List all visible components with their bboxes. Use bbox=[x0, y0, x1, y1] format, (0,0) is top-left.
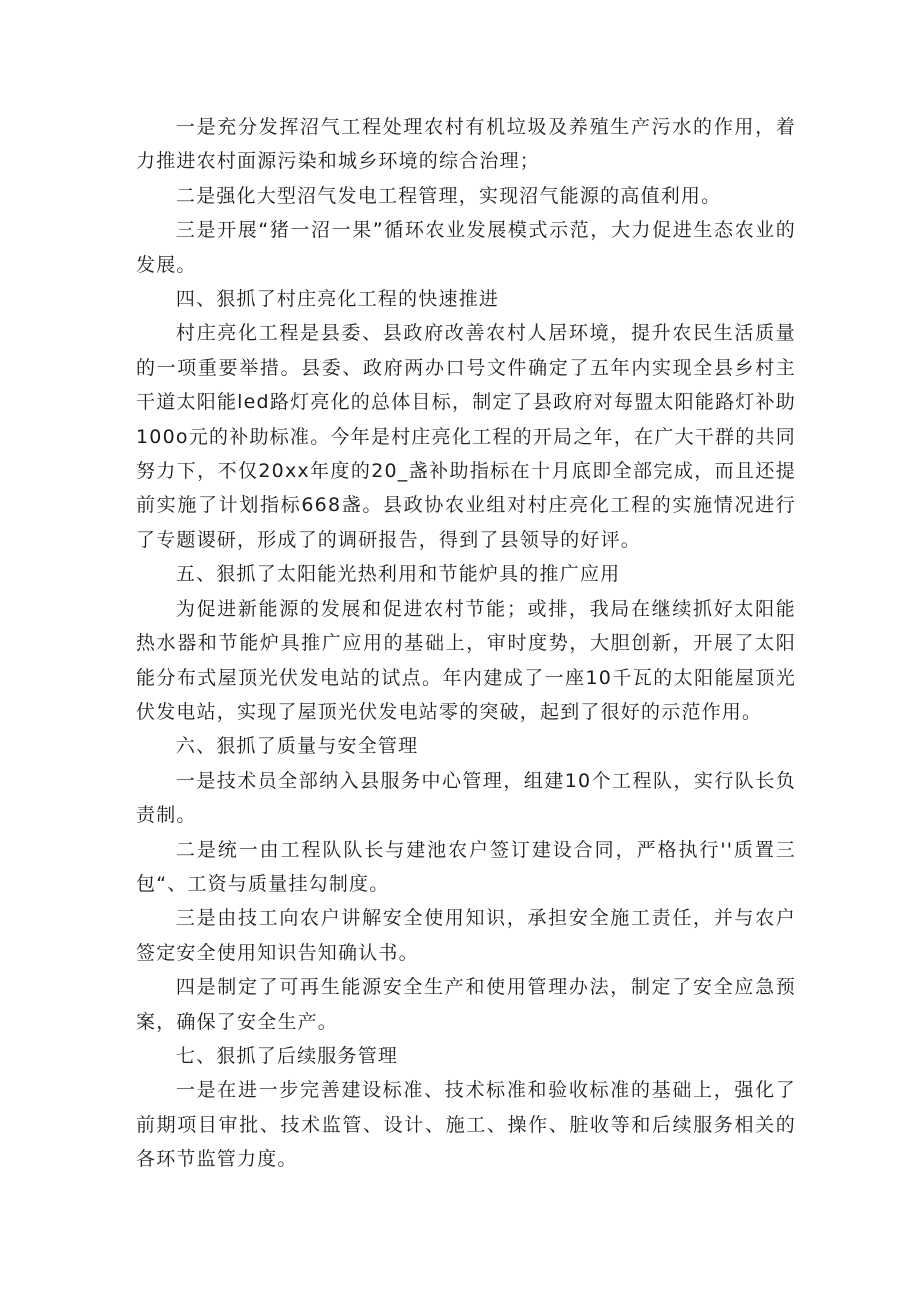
paragraph-10: 二是统一由工程队队长与建池农户签订建设合同，严格执行''质置三包“、工资与质量挂勾制度。 bbox=[136, 838, 796, 895]
paragraph-5: 村庄亮化工程是县委、县政府改善农村人居环境，提升农民生活质量的一项重要举措。县委、政府两办口号文件确定了五年内实现全县乡村主干道太阳能led路灯亮化的总体目标，制定了县政府对每盟太阳能路灯补助100o元的补助标准。今年是村庄亮化工程的开局之年，在广大干群的共同努力下，不仅20xx年度的20_盏补助指标在十月底即全部完成，而且还提前实施了计划指标668盏。县政协农业组对村庄亮化工程的实施情况进行了专题谡研，形成了的调研报告，得到了县领导的好评。 bbox=[136, 322, 796, 551]
section-heading-6: 六、狠抓了质量与安全管理 bbox=[175, 735, 419, 758]
paragraph-1: 一是充分发挥沼气工程处理农村有机垃圾及养殖生产污水的作用，着力推进农村面源污染和城乡环境的综合治理； bbox=[136, 116, 796, 173]
paragraph-12: 四是制定了可再生能源安全生产和使用管理办法，制定了安全应急预案，确保了安全生产。 bbox=[136, 976, 796, 1033]
paragraph-7: 为促进新能源的发展和促进农村节能；或排，我局在继续抓好太阳能热水器和节能炉具推广应用的基础上，审时度势，大胆创新，开展了太阳能分布式屋顶光伏发电站的试点。年内建成了一座10千瓦的太阳能屋顶光伏发电站，实现了屋顶光伏发电站零的突破，起到了很好的示范作用。 bbox=[136, 597, 796, 723]
paragraph-3: 三是开展“猪一沼一果”循环农业发展模式示范，大力促进生态农业的发展。 bbox=[136, 219, 796, 276]
document-body bbox=[136, 110, 796, 1177]
section-heading-7: 七、狠抓了后续服务管理 bbox=[175, 1044, 399, 1067]
paragraph-11: 三是由技工向农户讲解安全使用知识，承担安全施工责任，并与农户签定安全使用知识告知确认书。 bbox=[136, 907, 796, 964]
section-heading-4: 四、狠抓了村庄亮化工程的快速推进 bbox=[175, 288, 500, 311]
paragraph-2: 二是强化大型沼气发电工程管理，实现沼气能源的高值利用。 bbox=[175, 184, 722, 207]
paragraph-9: 一是技术员全部纳入县服务中心管理，组建10个工程队，实行队长负责制。 bbox=[136, 769, 796, 827]
section-heading-5: 五、狠抓了太阳能光热利用和节能炉具的推广应用 bbox=[175, 563, 621, 586]
paragraph-14: 一是在进一步完善建设标准、技术标准和验收标准的基础上，强化了前期项目审批、技术监管、设计、施工、操作、脏收等和后续服务相关的各环节监管力度。 bbox=[136, 1079, 796, 1171]
